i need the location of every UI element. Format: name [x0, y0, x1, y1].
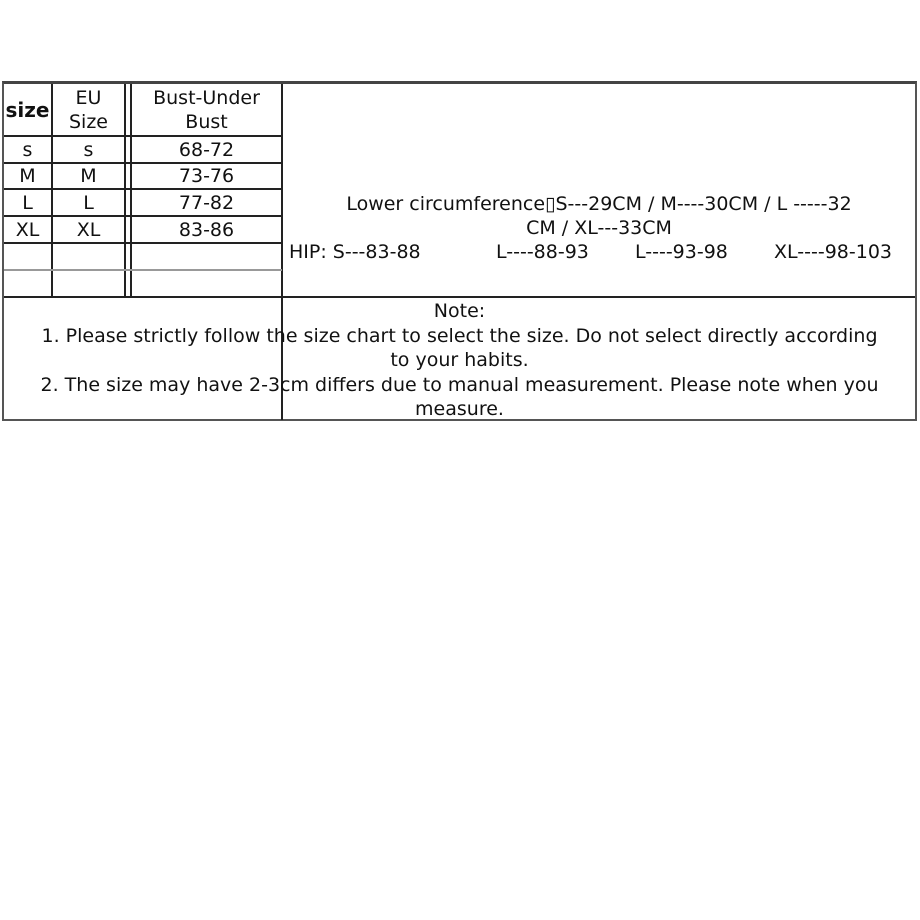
cell-eu-size: L	[83, 191, 94, 214]
hip-s: HIP: S---83-88	[289, 241, 421, 263]
hip-l-2: L----93-98	[635, 241, 728, 263]
cell-bust: 73-76	[178, 165, 235, 187]
header-size: size	[5, 97, 50, 122]
cell-eu-size: XL	[76, 218, 101, 241]
cell-size: L	[22, 191, 33, 214]
cell-eu-size: M	[80, 165, 97, 187]
grid-line	[4, 269, 282, 271]
cell-bust: 68-72	[178, 138, 235, 161]
cell-size: s	[22, 138, 33, 161]
header-eu-size: EU Size	[68, 86, 108, 133]
note-title: Note:	[433, 300, 486, 322]
cell-bust: 83-86	[178, 218, 235, 241]
cell-size: M	[19, 165, 36, 187]
note-line-3: 2. The size may have 2-3cm differs due to manual measurement. Please note when you	[40, 373, 879, 396]
cell-size: XL	[15, 218, 40, 241]
size-chart	[2, 81, 917, 421]
grid-line	[4, 296, 915, 298]
note-line-4: measure.	[415, 398, 504, 420]
lower-circumference-line1: Lower circumference▯S---29CM / M----30CM / L -----32	[346, 193, 852, 215]
header-bust: Bust-Under Bust	[153, 86, 260, 133]
grid-line	[4, 242, 282, 244]
note-line-1: 1. Please strictly follow the size chart to select the size. Do not select directly according	[41, 324, 878, 347]
note-line-2: to your habits.	[390, 349, 529, 371]
lower-circumference-line2: CM / XL---33CM	[526, 217, 672, 239]
cell-bust: 77-82	[178, 191, 235, 214]
cell-eu-size: s	[83, 138, 94, 161]
hip-xl: XL----98-103	[774, 241, 892, 263]
hip-l-1: L----88-93	[496, 241, 589, 263]
grid-line	[124, 84, 126, 297]
